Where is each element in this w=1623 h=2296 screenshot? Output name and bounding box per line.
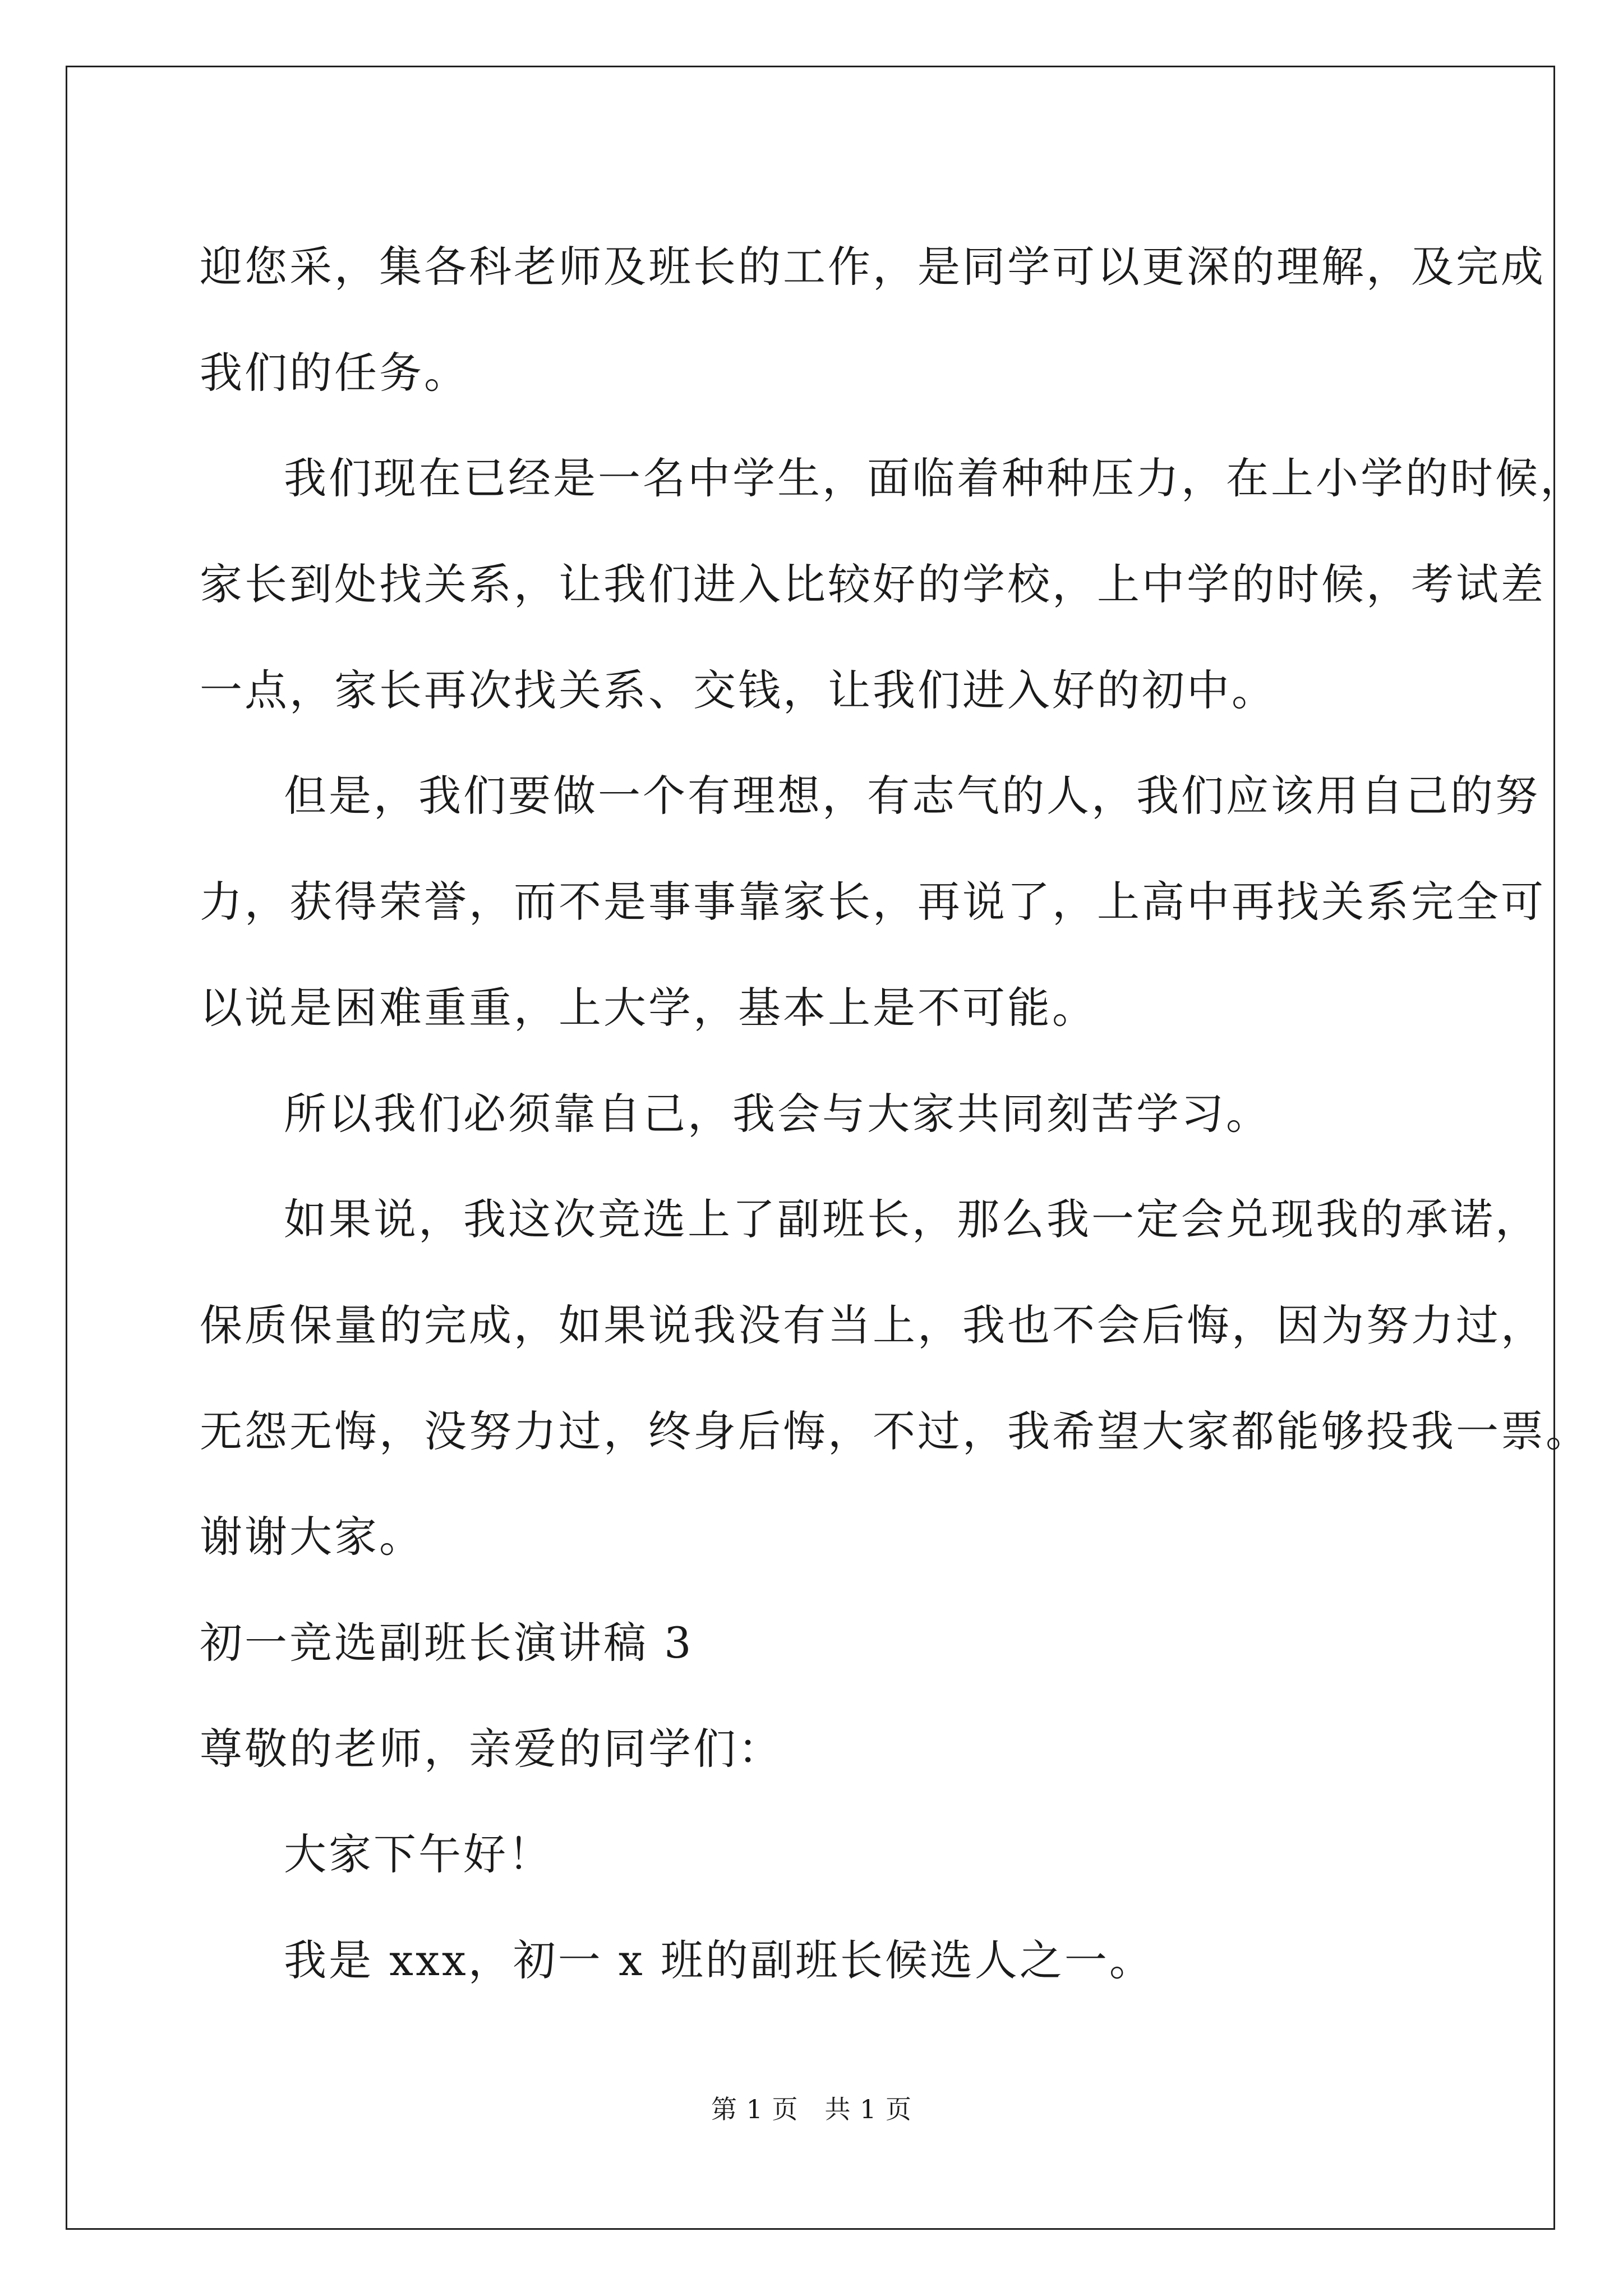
text-line: 以说是困难重重，上大学，基本上是不可能。 xyxy=(200,982,1097,1033)
text-line: 保质保量的完成，如果说我没有当上，我也不会后悔，因为努力过， xyxy=(200,1300,1546,1350)
greeting: 大家下午好！ xyxy=(284,1829,553,1880)
document-body xyxy=(200,214,1590,2014)
text-line: 一点，家长再次找关系、交钱，让我们进入好的初中。 xyxy=(200,665,1276,715)
text-line: 所以我们必须靠自己，我会与大家共同刻苦学习。 xyxy=(284,1088,1271,1139)
page-number-footer: 第 1 页 共 1 页 xyxy=(711,2094,912,2124)
text-line: 力，获得荣誉，而不是事事靠家长，再说了，上高中再找关系完全可 xyxy=(200,877,1546,927)
text-line: 我们的任务。 xyxy=(200,347,469,398)
text-line: 谢谢大家。 xyxy=(200,1512,424,1562)
salutation: 尊敬的老师，亲爱的同学们： xyxy=(200,1723,783,1774)
text-line: 迎您采，集各科老师及班长的工作，是同学可以更深的理解，及完成 xyxy=(200,242,1546,292)
text-line: 无怨无悔，没努力过，终身后悔，不过，我希望大家都能够投我一票。 xyxy=(200,1406,1590,1456)
section-heading: 初一竞选副班长演讲稿 3 xyxy=(200,1617,694,1668)
text-line: 但是，我们要做一个有理想，有志气的人，我们应该用自己的努 xyxy=(284,771,1540,821)
text-line: 如果说，我这次竞选上了副班长，那么我一定会兑现我的承诺， xyxy=(284,1194,1540,1245)
text-line: 家长到处找关系，让我们进入比较好的学校，上中学的时候，考试差 xyxy=(200,559,1546,610)
text-line: 我是 xxx，初一 x 班的副班长候选人之一。 xyxy=(284,1935,1154,1985)
text-line: 我们现在已经是一名中学生，面临着种种压力，在上小学的时候， xyxy=(284,453,1585,504)
